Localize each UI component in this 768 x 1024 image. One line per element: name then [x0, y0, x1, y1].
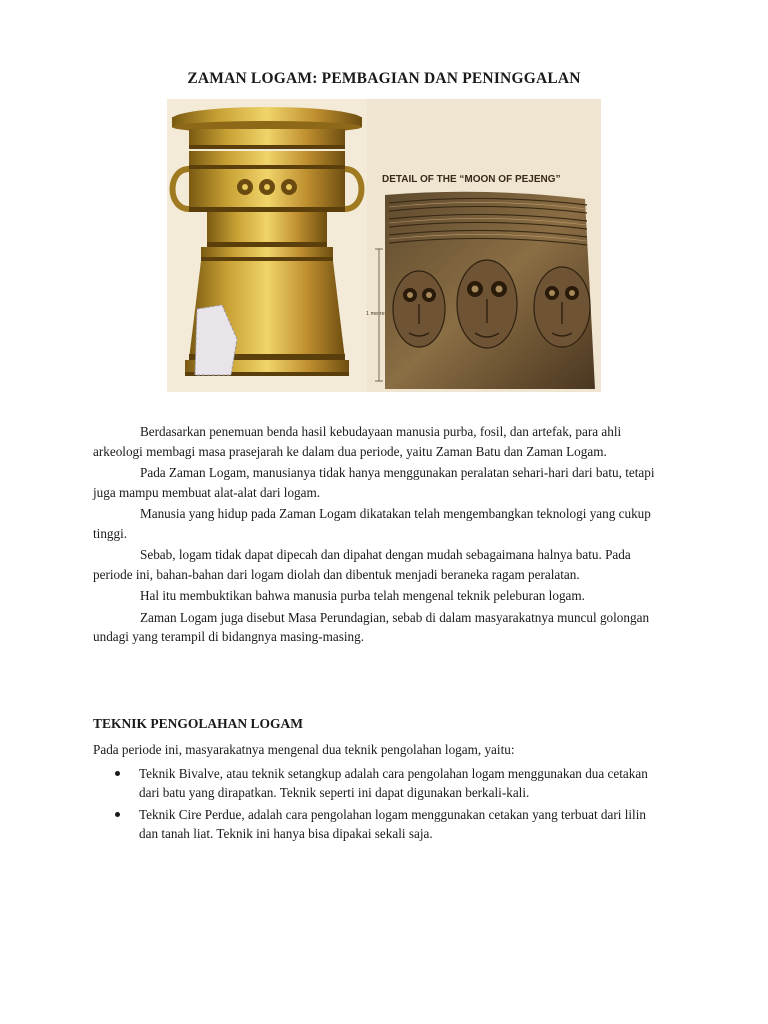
technique-list [93, 764, 663, 845]
paragraph-5: Hal itu membuktikan bahwa manusia purba telah mengenal teknik peleburan logam. [140, 588, 585, 603]
paragraph-3: Manusia yang hidup pada Zaman Logam dikatakan telah mengembangkan teknologi yang cukup tinggi. [93, 506, 651, 541]
paragraph-6: Zaman Logam juga disebut Masa Perundagian, sebab di dalam masyarakatnya muncul golongan undagi yang terampil di bidangnya masing-masing. [93, 609, 650, 644]
section-heading: TEKNIK PENGOLAHAN LOGAM [93, 716, 304, 731]
list-item-text: Teknik Cire Perdue, adalah cara pengolahan logam menggunakan cetakan yang terbuat dari lilin dan tanah liat. Teknik ini hanya bisa dipakai sekali saja. [139, 806, 646, 841]
bullet-icon [115, 771, 120, 776]
moon-of-pejeng-illustration [167, 99, 601, 392]
scale-label: 1 metre [366, 311, 385, 317]
bullet-icon [115, 812, 120, 817]
paragraph-2: Pada Zaman Logam, manusianya tidak hanya menggunakan peralatan sehari-hari dari batu, tetapi juga mampu membuat alat-alat dari logam. [93, 465, 655, 500]
document-title: ZAMAN LOGAM: PEMBAGIAN DAN PENINGGALAN [187, 70, 581, 87]
detail-caption: DETAIL OF THE “MOON OF PEJENG” [382, 174, 561, 185]
list-item-text: Teknik Bivalve, atau teknik setangkup adalah cara pengolahan logam menggunakan dua cetakan dari batu yang dirapatkan. Teknik seperti ini dapat digunakan berkali-kali. [139, 766, 648, 801]
body-text [93, 422, 673, 649]
list-item [93, 764, 663, 803]
list-item [93, 805, 663, 844]
paragraph-4: Sebab, logam tidak dapat dipecah dan dipahat dengan mudah sebagaimana halnya batu. Pada periode ini, bahan-bahan dari logam diolah dan dibentuk menjadi beraneka ragam peralatan. [93, 547, 631, 582]
paragraph-1: Berdasarkan penemuan benda hasil kebudayaan manusia purba, fosil, dan artefak, para ahli arkeologi membagi masa prasejarah ke dalam dua periode, yaitu Zaman Batu dan Zaman Logam. [93, 424, 622, 459]
moon-of-pejeng-figure [167, 99, 601, 392]
section-intro: Pada periode ini, masyarakatnya mengenal dua teknik pengolahan logam, yaitu: [93, 742, 515, 757]
